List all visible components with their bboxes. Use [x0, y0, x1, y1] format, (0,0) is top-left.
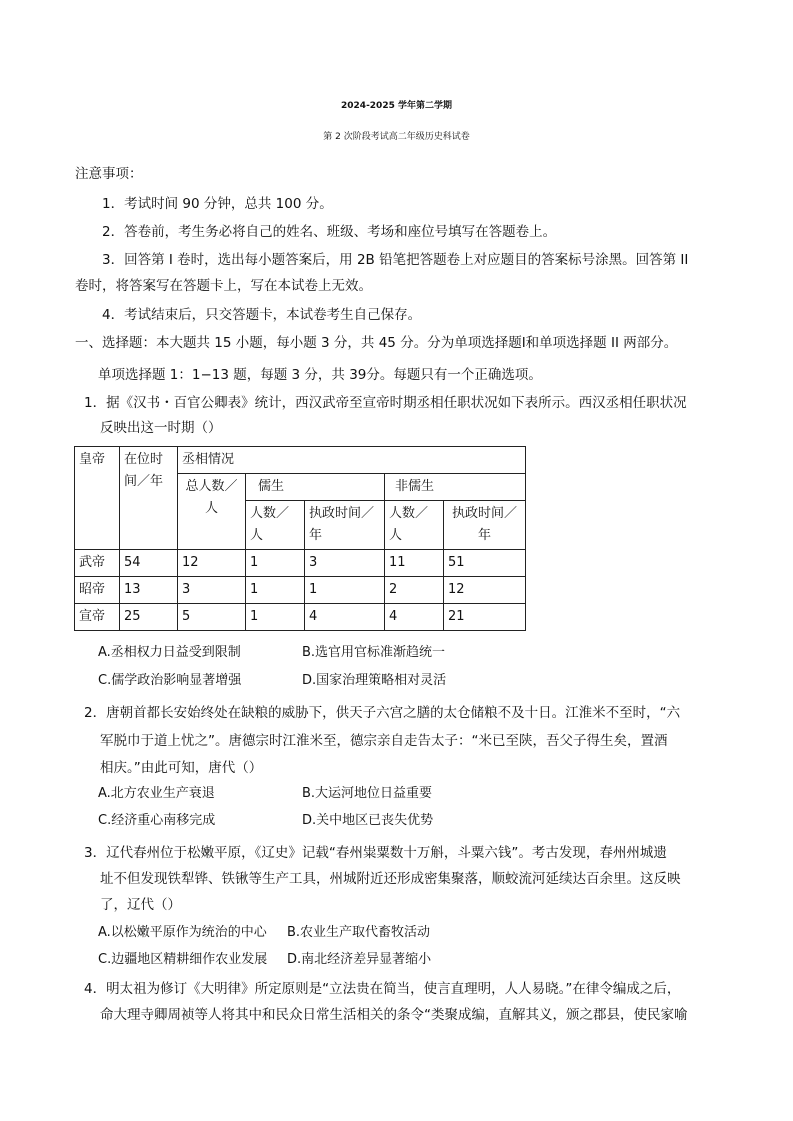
table-cell: 12 [444, 577, 526, 604]
q3-option-d: D.南北经济差异显著缩小 [287, 952, 432, 967]
table-cell: 1 [305, 577, 385, 604]
table-cell: 25 [120, 604, 178, 631]
header-tenure: 在位时间／年 [120, 447, 178, 550]
table-cell: 3 [305, 550, 385, 577]
header-ru: 儒生 [246, 474, 385, 501]
section-subheading: 单项选择题 1：1−13 题，每题 3 分，共 39分。每题只有一个正确选项。 [98, 367, 542, 383]
table-cell: 3 [178, 577, 246, 604]
header-ru-time: 执政时间／年 [305, 501, 385, 550]
q1-option-d: D.国家治理策略相对灵活 [302, 673, 447, 688]
header-nonru: 非儒生 [385, 474, 526, 501]
notice-item-2: 2．答卷前，考生务必将自己的姓名、班级、考场和座位号填写在答题卷上。 [102, 224, 557, 240]
q3-stem-line1: 3．辽代春州位于松嫩平原，《辽史》记载“春州粜粟数十万斛，斗粟六钱”。考古发现，春州州城遗 [84, 845, 667, 861]
q3-stem-line2: 址不但发现铁犁铧、铁锹等生产工具，州城附近还形成密集聚落，顺蛟流河延续达百余里。这反映 [100, 871, 681, 887]
header-total: 总人数／人 [178, 474, 246, 550]
table-cell: 2 [385, 577, 444, 604]
table-cell: 1 [246, 550, 305, 577]
q1-option-a: A.丞相权力日益受到限制 [98, 645, 241, 660]
q2-option-c: C.经济重心南移完成 [98, 813, 216, 828]
table-row [75, 550, 526, 577]
q4-stem-line2: 命大理寺卿周祯等人将其中和民众日常生活相关的条令“类聚成编，直解其义，颁之郡县，使民家喻 [100, 1007, 688, 1023]
header-nonru-count: 人数／人 [385, 501, 444, 550]
notice-heading: 注意事项： [75, 166, 143, 182]
table-row [75, 604, 526, 631]
q3-option-a: A.以松嫩平原作为统治的中心 [98, 925, 267, 940]
q1-stem-line2: 反映出这一时期（） [100, 420, 222, 436]
table-cell: 5 [178, 604, 246, 631]
table-cell: 4 [385, 604, 444, 631]
header-emperor: 皇帝 [75, 447, 120, 550]
header-ru-count: 人数／人 [246, 501, 305, 550]
section-heading: 一、选择题：本大题共 15 小题，每小题 3 分，共 45 分。分为单项选择题Ⅰ和单项选择题 II 两部分。 [75, 335, 678, 351]
q2-option-d: D.关中地区已丧失优势 [302, 813, 434, 828]
q1-option-c: C.儒学政治影响显著增强 [98, 673, 242, 688]
notice-item-3-cont: 卷时，将答案写在答题卡上，写在本试卷上无效。 [75, 278, 372, 294]
table-cell: 13 [120, 577, 178, 604]
table-cell: 12 [178, 550, 246, 577]
table-cell: 1 [246, 604, 305, 631]
q2-stem-line3: 相庆。”由此可知，唐代（） [100, 760, 263, 776]
q2-option-b: B.大运河地位日益重要 [302, 786, 433, 801]
table-cell: 11 [385, 550, 444, 577]
table-cell: 宣帝 [75, 604, 120, 631]
notice-item-1: 1．考试时间 90 分钟，总共 100 分。 [102, 196, 333, 212]
table-row [75, 577, 526, 604]
table-cell: 武帝 [75, 550, 120, 577]
table-cell: 21 [444, 604, 526, 631]
table-cell: 54 [120, 550, 178, 577]
q3-option-b: B.农业生产取代畜牧活动 [287, 925, 431, 940]
header-chancellor: 丞相情况 [178, 447, 526, 474]
table-cell: 4 [305, 604, 385, 631]
table-cell: 1 [246, 577, 305, 604]
notice-item-3: 3．回答第 I 卷时，选出每小题答案后，用 2B 铅笔把答题卷上对应题目的答案标号涂黑。回答第 II [102, 252, 689, 268]
q3-stem-line3: 了，辽代（） [100, 897, 181, 913]
year-line: 2024-2025 学年第二学期 [341, 101, 452, 111]
q2-stem-line2: 军脱巾于道上忧之”。唐德宗时江淮米至，德宗亲自走告太子：“米已至陕，吾父子得生矣，置酒 [100, 733, 668, 749]
exam-title: 第 2 次阶段考试高二年级历史科试卷 [323, 132, 470, 142]
q3-option-c: C.边疆地区精耕细作农业发展 [98, 952, 268, 967]
table-cell: 51 [444, 550, 526, 577]
q1-option-b: B.选官用官标准渐趋统一 [302, 645, 446, 660]
notice-item-4: 4．考试结束后，只交答题卡，本试卷考生自己保存。 [102, 307, 422, 323]
q2-stem-line1: 2．唐朝首都长安始终处在缺粮的威胁下，供天子六宫之膳的太仓储粮不及十日。江淮米不至时，“六 [84, 705, 681, 721]
q1-stem-line1: 1．据《汉书・百官公卿表》统计，西汉武帝至宣帝时期丞相任职状况如下表所示。西汉丞相任职状况 [84, 395, 687, 411]
table-cell: 昭帝 [75, 577, 120, 604]
q4-stem-line1: 4．明太祖为修订《大明律》所定原则是“立法贵在简当，使言直理明，人人易晓。”在律令编成之后， [84, 981, 681, 997]
header-nonru-time: 执政时间／年 [444, 501, 526, 550]
q2-option-a: A.北方农业生产衰退 [98, 786, 215, 801]
chancellor-table [74, 446, 526, 631]
